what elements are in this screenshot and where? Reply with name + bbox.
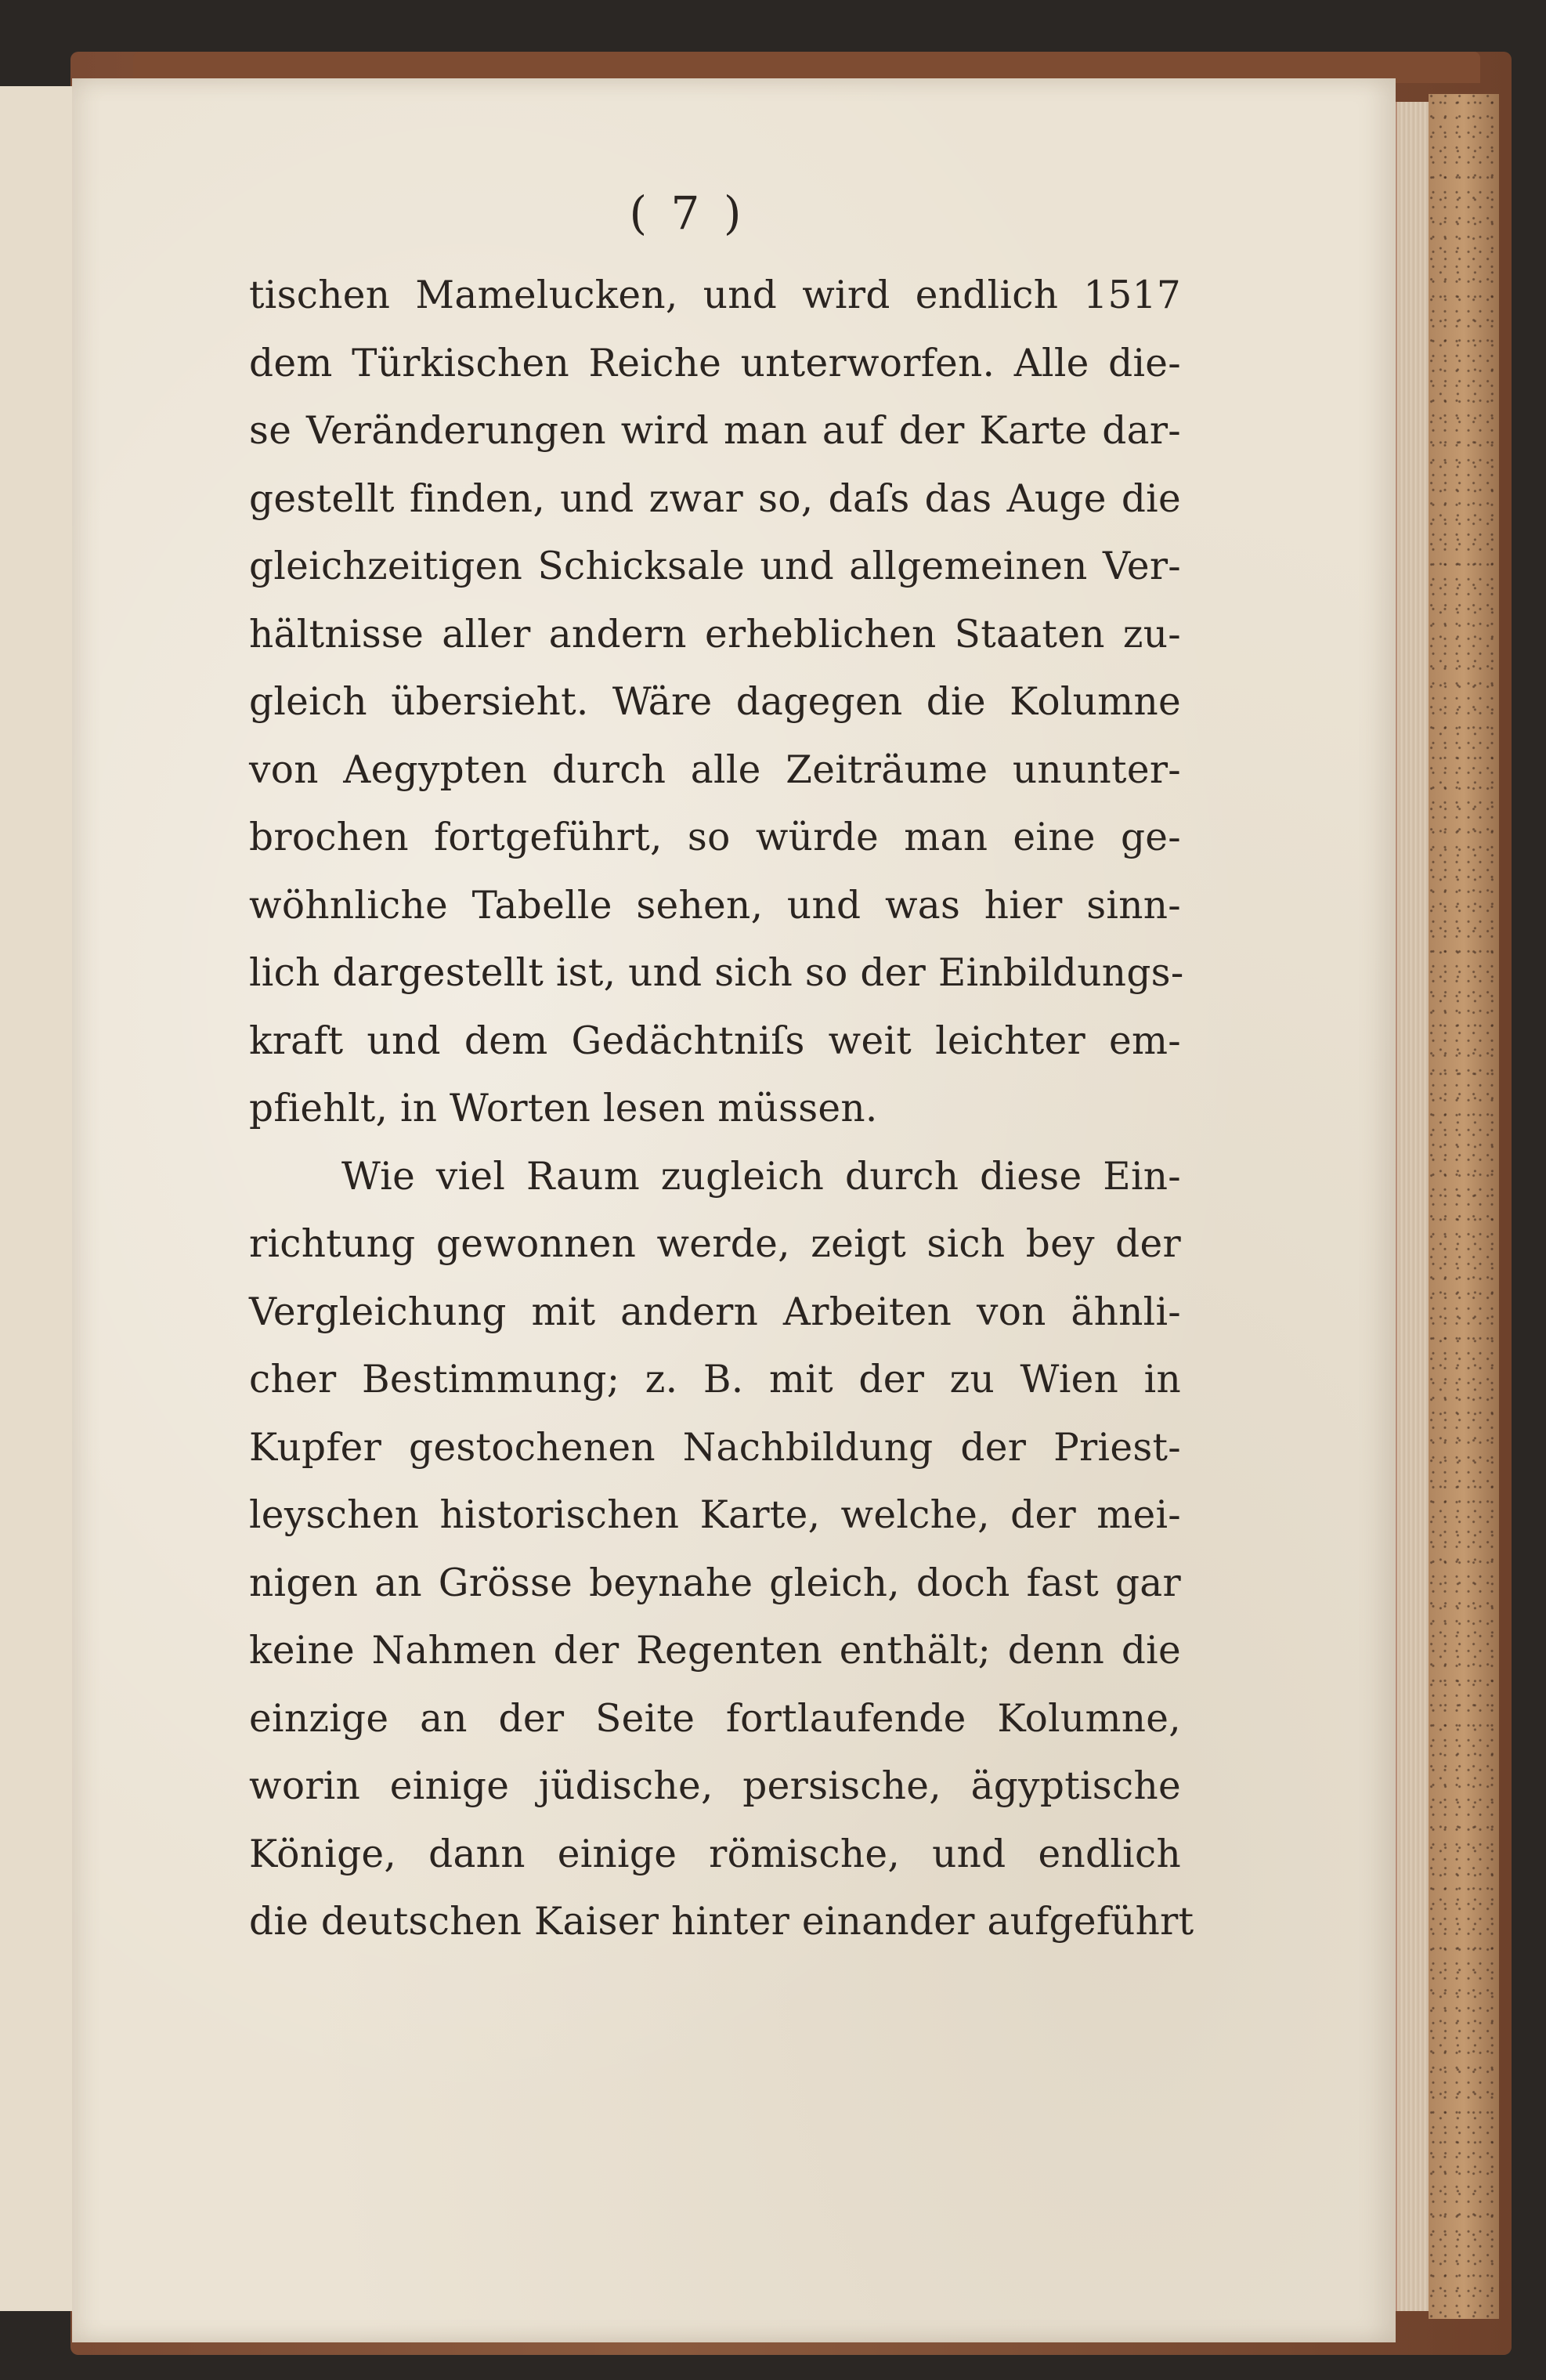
facing-page-edge: [0, 86, 74, 2311]
text-line: gleichzeitigen Schicksale und allgemeinen Ver-: [249, 544, 1181, 588]
text-line: dem Türkischen Reiche unterworfen. Alle die-: [249, 341, 1181, 385]
paragraph-1: [249, 262, 1184, 1143]
text-line: Könige, dann einige römische, und endlich: [249, 1832, 1181, 1876]
text-line: Kupfer gestochenen Nachbildung der Priest-: [249, 1425, 1181, 1470]
text-line: brochen fortgeführt, so würde man eine ge-: [249, 816, 1181, 859]
page-number: ( 7 ): [629, 186, 746, 240]
text-line: gleich übersieht. Wäre dagegen die Kolumne: [249, 680, 1181, 724]
text-line: richtung gewonnen werde, zeigt sich bey der: [249, 1222, 1181, 1266]
text-line: gestellt finden, und zwar so, daſs das Auge die: [249, 476, 1181, 521]
text-line: wöhnliche Tabelle sehen, und was hier sinn-: [249, 883, 1181, 928]
paragraph-2: [249, 1143, 1194, 1956]
marbled-board-edge: [1429, 94, 1499, 2319]
text-line: se Veränderungen wird man auf der Karte dar-: [249, 409, 1181, 453]
text-line: einzige an der Seite fortlaufende Kolumne,: [249, 1696, 1181, 1741]
text-line: nigen an Grösse beynahe gleich, doch fast gar: [249, 1561, 1181, 1605]
text-line: pfiehlt, in Worten lesen müssen.: [249, 1087, 878, 1130]
text-line: worin einige jüdische, persische, ägyptische: [249, 1764, 1181, 1808]
text-line: keine Nahmen der Regenten enthält; denn die: [249, 1629, 1181, 1673]
page-block-edge: [1396, 102, 1430, 2311]
text-line: cher Bestimmung; z. B. mit der zu Wien in: [249, 1358, 1181, 1402]
text-line: leyschen historischen Karte, welche, der mei-: [249, 1493, 1181, 1537]
text-line: von Aegypten durch alle Zeiträume ununter-: [249, 747, 1181, 792]
text-line: Wie viel Raum zugleich durch diese Ein-: [341, 1154, 1181, 1199]
text-line: lich dargestellt ist, und sich so der Einbildungs-: [249, 951, 1184, 995]
text-line: hältnisse aller andern erheblichen Staaten zu-: [249, 612, 1181, 656]
text-line: Vergleichung mit andern Arbeiten von ähnli-: [249, 1289, 1181, 1334]
text-line: die deutschen Kaiser hinter einander aufgeführt: [249, 1900, 1194, 1944]
page-text: [249, 180, 1194, 1956]
text-line: kraft und dem Gedächtniſs weit leichter em-: [249, 1018, 1181, 1063]
text-line: tischen Mamelucken, und wird endlich 1517: [249, 273, 1181, 317]
